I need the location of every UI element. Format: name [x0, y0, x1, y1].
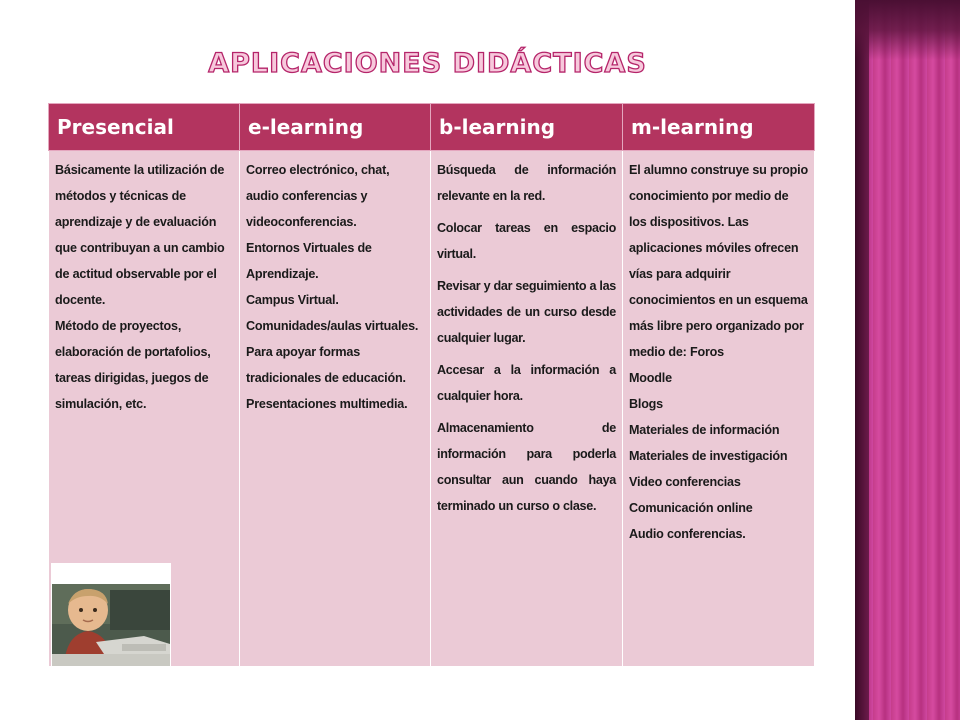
- text-line: videoconferencias.: [246, 215, 357, 229]
- cell-b-learning: [431, 151, 623, 667]
- header-b-learning: b-learning: [431, 104, 623, 151]
- text-line: elaboración de portafolios,: [55, 345, 211, 359]
- baby-computer-photo: [51, 563, 171, 666]
- text-line: tradicionales de educación.: [246, 371, 406, 385]
- slide-title: APLICACIONES DIDÁCTICAS: [208, 48, 647, 79]
- baby-at-computer-icon: [52, 584, 170, 666]
- text-line: de actitud observable por el: [55, 267, 217, 281]
- text-line: que contribuyan a un cambio: [55, 241, 225, 255]
- text-line: los dispositivos. Las: [629, 215, 749, 229]
- text-line: Comunidades/aulas virtuales.: [246, 319, 419, 333]
- text-line: aprendizaje y de evaluación: [55, 215, 217, 229]
- paragraph: Accesar a la información a cualquier hora.: [437, 363, 616, 403]
- header-e-learning: e-learning: [240, 104, 431, 151]
- sidebar-shadow: [855, 0, 960, 60]
- text-line: Método de proyectos,: [55, 319, 182, 333]
- text-line: Aprendizaje.: [246, 267, 319, 281]
- text-line: simulación, etc.: [55, 397, 147, 411]
- text-line: Campus Virtual.: [246, 293, 339, 307]
- text-line: tareas dirigidas, juegos de: [55, 371, 209, 385]
- text-line: métodos y técnicas de: [55, 189, 186, 203]
- text-line: aplicaciones móviles ofrecen: [629, 241, 799, 255]
- text-line: conocimientos en un esquema: [629, 293, 808, 307]
- text-line: más libre pero organizado por: [629, 319, 804, 333]
- decorative-sidebar: [855, 0, 960, 720]
- text-line: Materiales de información: [629, 423, 780, 437]
- text-line: vías para adquirir: [629, 267, 731, 281]
- text-line: medio de: Foros: [629, 345, 724, 359]
- text-line: Moodle: [629, 371, 672, 385]
- text-line: Blogs: [629, 397, 663, 411]
- paragraph: Colocar tareas en espacio virtual.: [437, 221, 616, 261]
- table-header-row: [49, 104, 815, 151]
- text-line: Entornos Virtuales de: [246, 241, 372, 255]
- text-line: Básicamente la utilización de: [55, 163, 225, 177]
- header-m-learning: m-learning: [623, 104, 815, 151]
- cell-m-learning: [623, 151, 815, 667]
- paragraph: Almacenamiento de información para poderla consultar aun cuando haya terminado un curso o clase.: [437, 421, 616, 513]
- text-line: audio conferencias y: [246, 189, 368, 203]
- text-line: Comunicación online: [629, 501, 753, 515]
- text-line: El alumno construye su propio: [629, 163, 808, 177]
- text-line: Materiales de investigación: [629, 449, 788, 463]
- text-line: docente.: [55, 293, 106, 307]
- cell-e-learning: [240, 151, 431, 667]
- text-line: conocimiento por medio de: [629, 189, 789, 203]
- paragraph: Revisar y dar seguimiento a las actividades de un curso desde cualquier lugar.: [437, 279, 616, 345]
- text-line: Audio conferencias.: [629, 527, 746, 541]
- paragraph: Búsqueda de información relevante en la red.: [437, 163, 616, 203]
- text-line: Presentaciones multimedia.: [246, 397, 408, 411]
- text-line: Para apoyar formas: [246, 345, 360, 359]
- text-line: Correo electrónico, chat,: [246, 163, 390, 177]
- text-line: Video conferencias: [629, 475, 741, 489]
- header-presencial: Presencial: [49, 104, 240, 151]
